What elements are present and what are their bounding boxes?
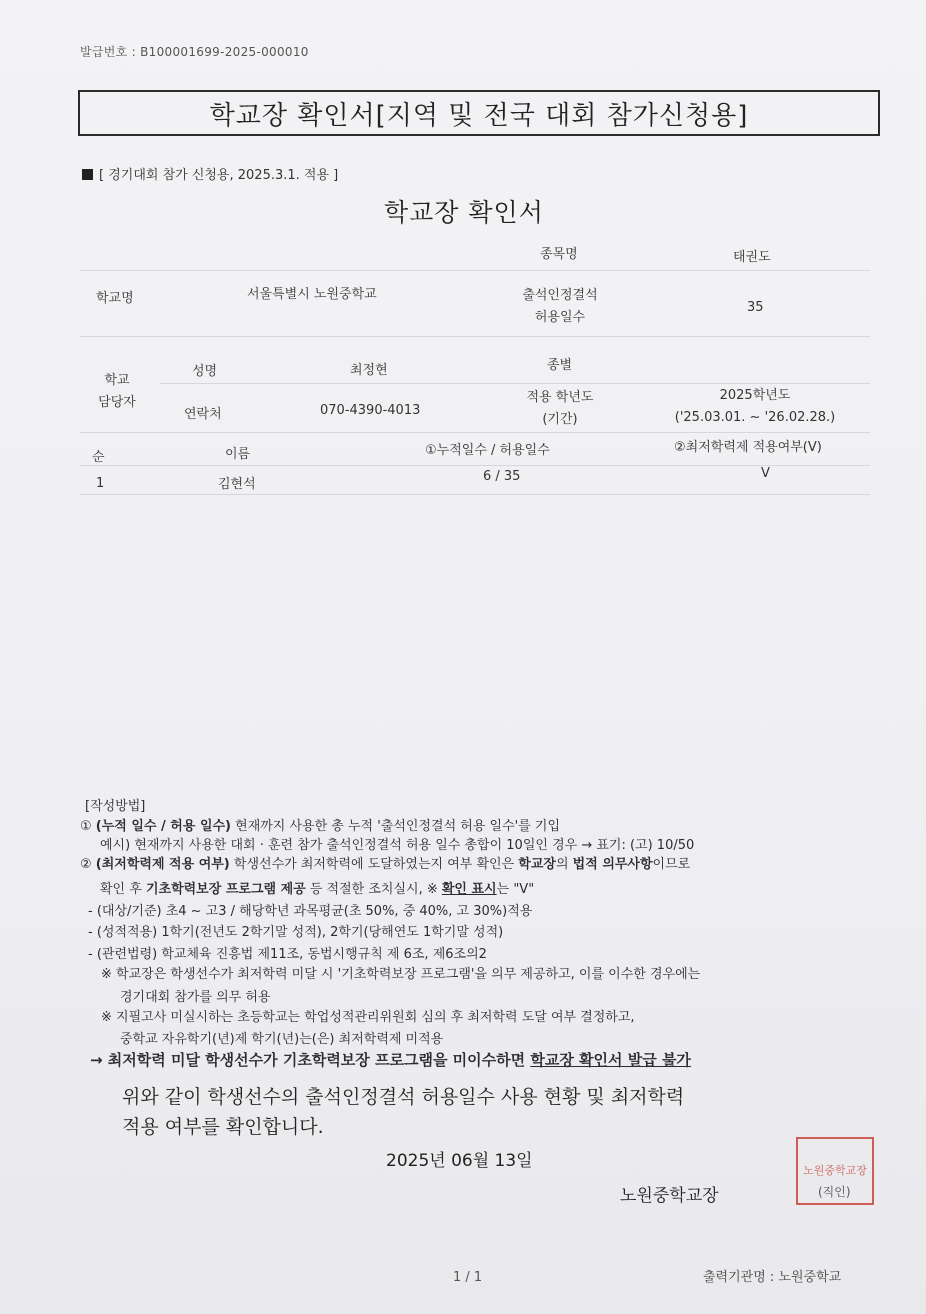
seal-mark: 노원중학교장 xyxy=(803,1164,867,1177)
seal-label: (직인) xyxy=(818,1185,851,1199)
method-line: ※ 지필고사 미실시하는 초등학교는 학업성적관리위원회 심의 후 최저학력 도달 여부 결정하고, xyxy=(101,1010,635,1025)
manager-name-label: 성명 xyxy=(192,364,218,379)
row-no: 1 xyxy=(96,476,105,491)
method-line: - (대상/기준) 초4 ~ 고3 / 해당학년 과목평균(초 50%, 중 40%, 고 30%)적용 xyxy=(88,904,533,919)
school-label: 학교명 xyxy=(96,291,134,306)
contact-value: 070-4390-4013 xyxy=(320,403,421,418)
method-line: ※ 학교장은 학생선수가 최저학력 미달 시 '기초학력보장 프로그램'을 의무 제공하고, 이를 이수한 경우에는 xyxy=(101,967,701,982)
method-line: ② (최저학력제 적용 여부) 학생선수가 최저학력에 도달하였는지 여부 확인은 학교장의 법적 의무사항이므로 xyxy=(80,857,691,872)
confirmation-statement: 위와 같이 학생선수의 출석인정결석 허용일수 사용 현황 및 최저학력 적용 여부를 확인합니다. xyxy=(122,1086,685,1138)
academic-year-label: 적용 학년도 (기간) xyxy=(526,390,594,427)
square-bullet-icon xyxy=(82,169,93,180)
row-name: 김현석 xyxy=(218,477,256,492)
manager-label: 학교 담당자 xyxy=(98,373,136,410)
principal-name: 노원중학교장 xyxy=(620,1186,719,1206)
document-title: 학교장 확인서[지역 및 전국 대회 참가신청용] xyxy=(78,90,880,136)
page-number: 1 / 1 xyxy=(453,1270,483,1285)
manager-name-value: 최정현 xyxy=(350,363,388,378)
method-line: → 최저학력 미달 학생선수가 기초학력보장 프로그램을 미이수하면 학교장 확인서 발급 불가 xyxy=(90,1051,691,1069)
row-days: 6 / 35 xyxy=(483,469,521,484)
school-value: 서울특별시 노원중학교 xyxy=(247,287,377,302)
contact-label: 연락처 xyxy=(184,407,222,422)
sport-value: 태권도 xyxy=(733,250,771,265)
issue-number: 발급번호 : B100001699-2025-000010 xyxy=(80,45,309,59)
type-label: 종별 xyxy=(547,358,573,373)
method-line: - (성적적용) 1학기(전년도 2학기말 성적), 2학기(당해연도 1학기말 성적) xyxy=(88,925,504,940)
issue-date: 2025년 06월 13일 xyxy=(386,1151,533,1171)
method-line: - (관련법령) 학교체육 진흥법 제11조, 동법시행규칙 제 6조, 제6조의2 xyxy=(88,947,487,962)
method-line: 확인 후 기초학력보장 프로그램 제공 등 적절한 조치실시, ※ 확인 표시는 "V" xyxy=(100,882,535,897)
row-min-grade-applied: V xyxy=(761,466,770,481)
method-heading: [작성방법] xyxy=(85,799,146,814)
method-line: 중학교 자유학기(년)제 학기(년)는(은) 최저학력제 미적용 xyxy=(120,1032,444,1047)
method-line: 예시) 현재까지 사용한 대회 · 훈련 참가 출석인정결석 허용 일수 총합이 10일인 경우 → 표기: (고) 10/50 xyxy=(100,838,695,853)
column-header-name: 이름 xyxy=(225,447,251,462)
column-header-min-grade: ②최저학력제 적용여부(V) xyxy=(674,440,822,455)
method-line: 경기대회 참가를 의무 허용 xyxy=(120,990,271,1005)
application-notice xyxy=(82,164,338,183)
sport-label: 종목명 xyxy=(540,247,578,262)
method-line: ① (누적 일수 / 허용 일수) 현재까지 사용한 총 누적 '출석인정결석 허용 일수'를 기입 xyxy=(80,819,561,834)
column-header-no: 순 xyxy=(92,450,105,465)
notice-text: [ 경기대회 참가 신청용, 2025.3.1. 적용 ] xyxy=(99,168,339,183)
allowed-days-label: 출석인정결석 허용일수 xyxy=(522,288,598,325)
form-subtitle: 학교장 확인서 xyxy=(384,198,544,227)
academic-year-value: 2025학년도 ('25.03.01. ~ '26.02.28.) xyxy=(674,388,836,425)
issuing-institution: 출력기관명 : 노원중학교 xyxy=(703,1270,842,1285)
column-header-days: ①누적일수 / 허용일수 xyxy=(425,443,550,458)
allowed-days-value: 35 xyxy=(747,300,764,315)
